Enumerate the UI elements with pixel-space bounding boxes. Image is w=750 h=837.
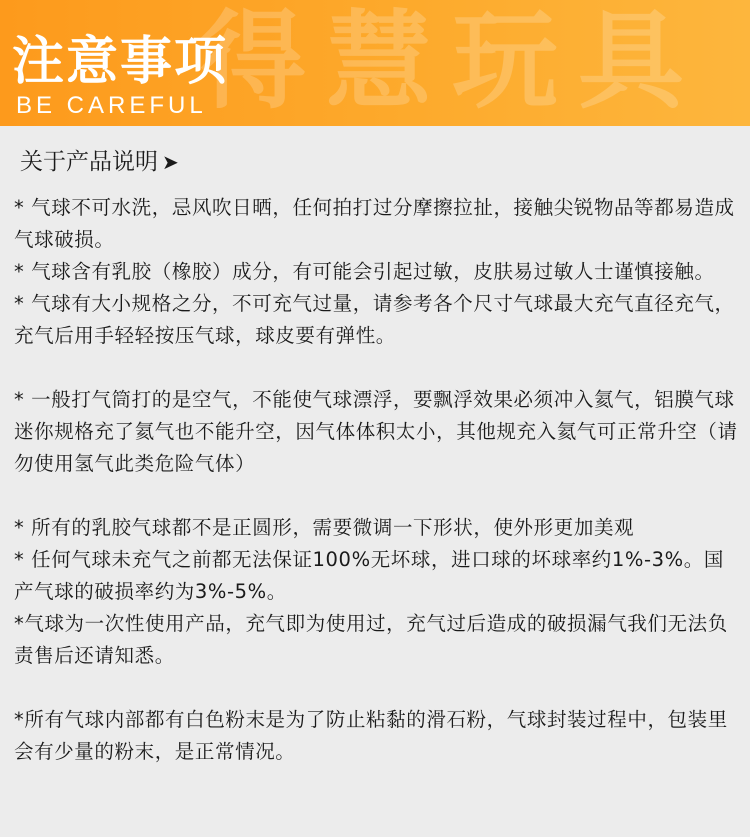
page-title: 注意事项	[12, 32, 229, 92]
notice-item-powder: *所有气球内部都有白色粉末是为了防止粘黏的滑石粉，气球封装过程中，包装里会有少量的粉末，是正常情况。	[14, 708, 728, 763]
brand-watermark: 得慧玩具	[200, 0, 704, 123]
section-heading-label: 关于产品说明	[20, 149, 158, 175]
page-subtitle: BE CAREFUL	[16, 92, 207, 119]
header-banner	[0, 0, 750, 126]
notice-item-defect-rate: * 任何气球未充气之前都无法保证100%无坏球，进口球的坏球率约1%-3%。国产气球的破损率约为3%-5%。	[14, 548, 725, 603]
notice-item-helium: * 一般打气筒打的是空气，不能使气球漂浮，要飘浮效果必须冲入氦气，铝膜气球迷你规格充了氦气也不能升空，因气体体积太小，其他规充入氦气可正常升空（请勿使用氢气此类危险气体）	[14, 388, 738, 475]
arrow-right-icon: ➤	[162, 150, 179, 174]
notice-item-sizing: * 气球有大小规格之分，不可充气过量，请参考各个尺寸气球最大充气直径充气，充气后用手轻轻按压气球，球皮要有弹性。	[14, 292, 735, 347]
notice-content	[0, 126, 750, 837]
section-heading	[20, 146, 179, 178]
notice-item-shape: * 所有的乳胶气球都不是正圆形，需要微调一下形状，使外形更加美观	[14, 516, 635, 539]
notice-item-single-use: *气球为一次性使用产品，充气即为使用过，充气过后造成的破损漏气我们无法负责售后还请知悉。	[14, 612, 728, 667]
notice-item-washing: * 气球不可水洗，忌风吹日晒，任何拍打过分摩擦拉扯，接触尖锐物品等都易造成气球破损。	[14, 196, 735, 251]
notice-list	[14, 192, 742, 768]
notice-item-allergy: * 气球含有乳胶（橡胶）成分，有可能会引起过敏，皮肤易过敏人士谨慎接触。	[14, 260, 715, 283]
